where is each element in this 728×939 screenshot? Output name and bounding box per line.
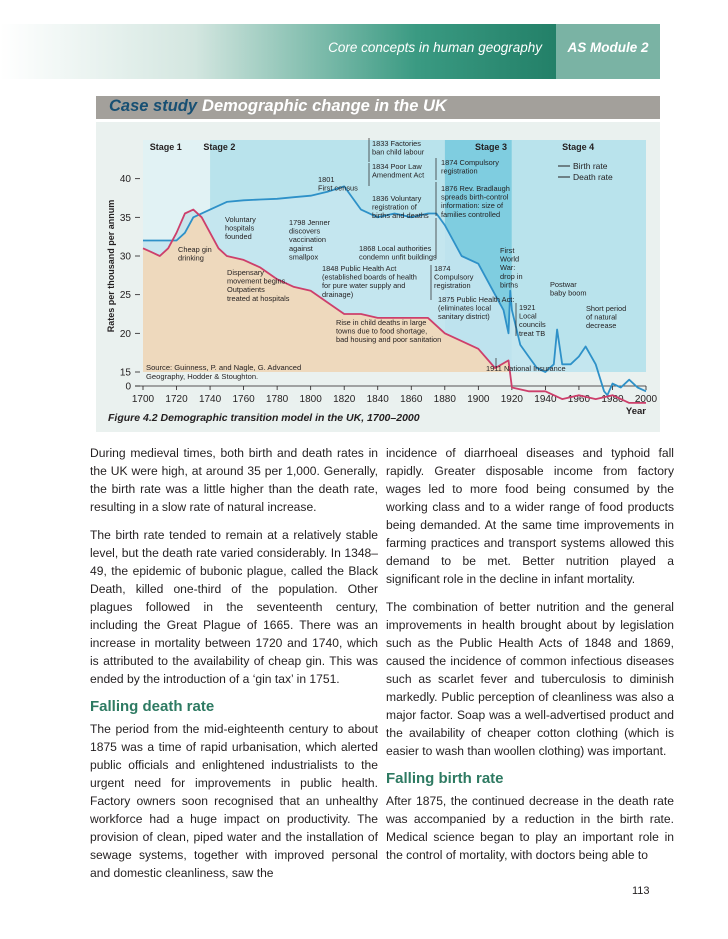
annotation-text: 1921 xyxy=(519,303,536,312)
annotation-text: 1874 Compulsory xyxy=(441,158,499,167)
case-study-heading: Demographic change in the UK xyxy=(202,97,447,115)
annotation-text: drinking xyxy=(178,253,204,263)
annotation-text: spreads birth-control xyxy=(441,192,509,202)
x-tick-label: 2000 xyxy=(634,394,658,405)
annotation-text: Rise in child deaths in large xyxy=(336,318,427,327)
x-axis-label: Year xyxy=(625,406,646,417)
annotation-text: Compulsory xyxy=(434,272,474,282)
case-study-label: Case study xyxy=(109,97,198,115)
y-tick-label: 20 xyxy=(119,328,131,340)
x-tick-label: 1920 xyxy=(500,394,523,405)
annotation-text: registration of xyxy=(372,202,417,212)
annotation-text: movement begins. xyxy=(227,276,288,286)
x-tick-label: 1840 xyxy=(366,394,389,405)
stage-label: Stage 4 xyxy=(562,142,595,152)
annotation-text: councils xyxy=(519,320,546,330)
annotation-text: births and deaths xyxy=(372,211,429,221)
x-tick-label: 1820 xyxy=(333,394,356,405)
x-tick-label: 1720 xyxy=(165,394,188,405)
x-tick-label: 1880 xyxy=(433,394,456,405)
left-column-paragraph: The birth rate tended to remain at a relatively stable level, but the death rate varied considerably. In 1348–49, the epidemic of bubonic plague, called the Black Death, killed one-third of the population. Other plagues followed in the seventeenth century, including the Great Plague of 1665. There was an increase in mortality between 1720 and 1740, which is attributed to the availability of cheap gin. This was ended by the introduction of a ‘gin tax’ in 1751. xyxy=(90,528,378,686)
annotation-text: smallpox xyxy=(289,252,319,262)
annotation-text: Dispensary xyxy=(227,268,264,277)
annotation-text: 1801 xyxy=(318,175,335,184)
annotation-text: sanitary district) xyxy=(438,312,490,322)
annotation-text: Cheap gin xyxy=(178,245,212,254)
x-tick-label: 1760 xyxy=(232,394,255,405)
x-tick-label: 1860 xyxy=(400,394,423,405)
annotation-text: 1798 Jenner xyxy=(289,218,331,227)
annotation-text: 1875 Public Health Act: xyxy=(438,295,515,304)
annotation-text: Short period xyxy=(586,304,627,313)
figure-source: Source: Guinness, P. and Nagle, G. Advanced xyxy=(146,363,302,372)
annotation-text: treated at hospitals xyxy=(227,293,290,303)
annotation-text: Voluntary xyxy=(225,215,256,224)
annotation-text: Postwar xyxy=(550,280,577,289)
figure-source-line2: Geography, Hodder & Stoughton. xyxy=(146,372,259,381)
x-tick-label: 1980 xyxy=(601,394,624,405)
annotation-text: baby boom xyxy=(550,288,587,298)
annotation-text: First census xyxy=(318,183,358,193)
legend-entry: Birth rate xyxy=(573,161,608,171)
annotation-text: registration xyxy=(434,281,471,291)
annotation-text: discovers xyxy=(289,226,321,236)
annotation-text: drainage) xyxy=(322,289,354,299)
annotation-text: Local xyxy=(519,311,537,321)
left-column-heading: Falling death rate xyxy=(90,698,215,715)
figure-caption: Figure 4.2 Demographic transition model in the UK, 1700–2000 xyxy=(108,412,420,424)
annotation-text: 1836 Voluntary xyxy=(372,194,422,203)
annotation-text: World xyxy=(500,254,520,264)
right-column-heading: Falling birth rate xyxy=(386,770,504,787)
left-column-paragraph: The period from the mid-eighteenth century to about 1875 was a time of rapid urbanisation, which alerted public officials and enlightened industrialists to the urgent need for improvements in public health. Factory owners soon recognised that an unhealthy workforce had a huge impact on productivity. The provision of clean, piped water and the installation of sewage systems, together with improved personal and domestic cleanliness, saw the xyxy=(90,722,378,880)
x-tick-label: 1740 xyxy=(198,394,222,405)
annotation-text: drop in xyxy=(500,271,523,281)
annotation-text: for pure water supply and xyxy=(322,281,406,291)
right-column-paragraph: The combination of better nutrition and the general improvements in health brought about by legislation such as the Public Health Acts of 1848 and 1869, caused the incidence of common infectious diseases such as scarlet fever and tuberculosis to diminish markedly. Public perception of cleanliness was also a major factor. Soap was a well-advertised product and the availability of cheaper cotton clothing (which is easier to wash than woollen clothing) was important. xyxy=(386,600,674,758)
x-tick-label: 1700 xyxy=(131,394,155,405)
x-tick-label: 1900 xyxy=(467,394,490,405)
annotation-text: 1834 Poor Law xyxy=(372,162,422,171)
case-study-title xyxy=(109,97,447,116)
annotation-text: First xyxy=(500,246,515,255)
right-column-paragraph: incidence of diarrhoeal diseases and typhoid fall rapidly. Greater disposable income from factory wages led to more food being consumed by the working class and to a wider range of food products being demanded. At the same time improvements in farming practices and transport systems allowed this demand to be met. Better nutrition played a significant role in the decline in infant mortality. xyxy=(386,446,674,586)
y-axis-label: Rates per thousand per annum xyxy=(106,199,116,333)
running-title: Core concepts in human geography xyxy=(328,40,542,55)
annotation-text: families controlled xyxy=(441,209,501,219)
left-column-paragraph: During medieval times, both birth and death rates in the UK were high, at around 35 per 1,000. Generally, the birth rate was a little higher than the death rate, resulting in a slow rate of natural increase. xyxy=(90,446,378,514)
y-tick-label: 0 xyxy=(125,381,131,393)
x-tick-label: 1960 xyxy=(567,394,591,405)
annotation-text: births xyxy=(500,280,519,290)
annotation-text: vaccination xyxy=(289,235,326,245)
annotation-text: ban child labour xyxy=(372,147,425,157)
annotation-text: (established boards of health xyxy=(322,272,417,282)
annotation-text: (eliminates local xyxy=(438,303,491,313)
y-tick-label: 40 xyxy=(119,174,131,186)
annotation-text: decrease xyxy=(586,321,617,331)
stage-label: Stage 2 xyxy=(203,142,236,152)
annotation-text: 1848 Public Health Act xyxy=(322,264,397,273)
page-number: 113 xyxy=(632,885,650,897)
stage-label: Stage 3 xyxy=(474,142,507,152)
annotation-text: Outpatients xyxy=(227,285,265,295)
annotation-text: bad housing and poor sanitation xyxy=(336,335,442,345)
annotation-text: 1874 xyxy=(434,264,451,273)
annotation-text: War: xyxy=(500,263,516,273)
annotation-text: information: size of xyxy=(441,201,504,211)
annotation-text: 1868 Local authorities xyxy=(359,244,432,253)
y-tick-label: 15 xyxy=(119,367,131,379)
right-column xyxy=(386,444,674,874)
x-tick-label: 1940 xyxy=(534,394,557,405)
annotation-text: hospitals xyxy=(225,223,255,233)
annotation-text: treat TB xyxy=(519,328,546,338)
x-tick-label: 1800 xyxy=(299,394,322,405)
annotation-text: 1911 National Insurance xyxy=(486,364,566,373)
annotation-text: condemn unfit buildings xyxy=(359,252,437,262)
annotation-text: 1833 Factories xyxy=(372,139,421,148)
y-tick-label: 25 xyxy=(119,290,131,302)
annotation-text: towns due to food shortage, xyxy=(336,326,428,336)
y-tick-label: 35 xyxy=(119,212,131,224)
module-label: AS Module 2 xyxy=(567,40,649,55)
left-column xyxy=(90,444,378,892)
right-column-paragraph: After 1875, the continued decrease in the death rate was accompanied by a reduction in the birth rate. Medical science began to play an important role in the control of mortality, with doctors being able to xyxy=(386,794,674,862)
y-tick-label: 30 xyxy=(119,251,131,263)
demographic-transition-chart xyxy=(96,122,660,432)
x-tick-label: 1780 xyxy=(266,394,289,405)
annotation-text: Amendment Act xyxy=(372,170,425,180)
annotation-text: registration xyxy=(441,166,478,176)
legend-entry: Death rate xyxy=(573,172,613,182)
annotation-text: founded xyxy=(225,232,252,242)
annotation-text: 1876 Rev. Bradlaugh xyxy=(441,184,510,193)
annotation-text: of natural xyxy=(586,312,617,322)
stage-label: Stage 1 xyxy=(149,142,182,152)
annotation-text: against xyxy=(289,243,313,253)
